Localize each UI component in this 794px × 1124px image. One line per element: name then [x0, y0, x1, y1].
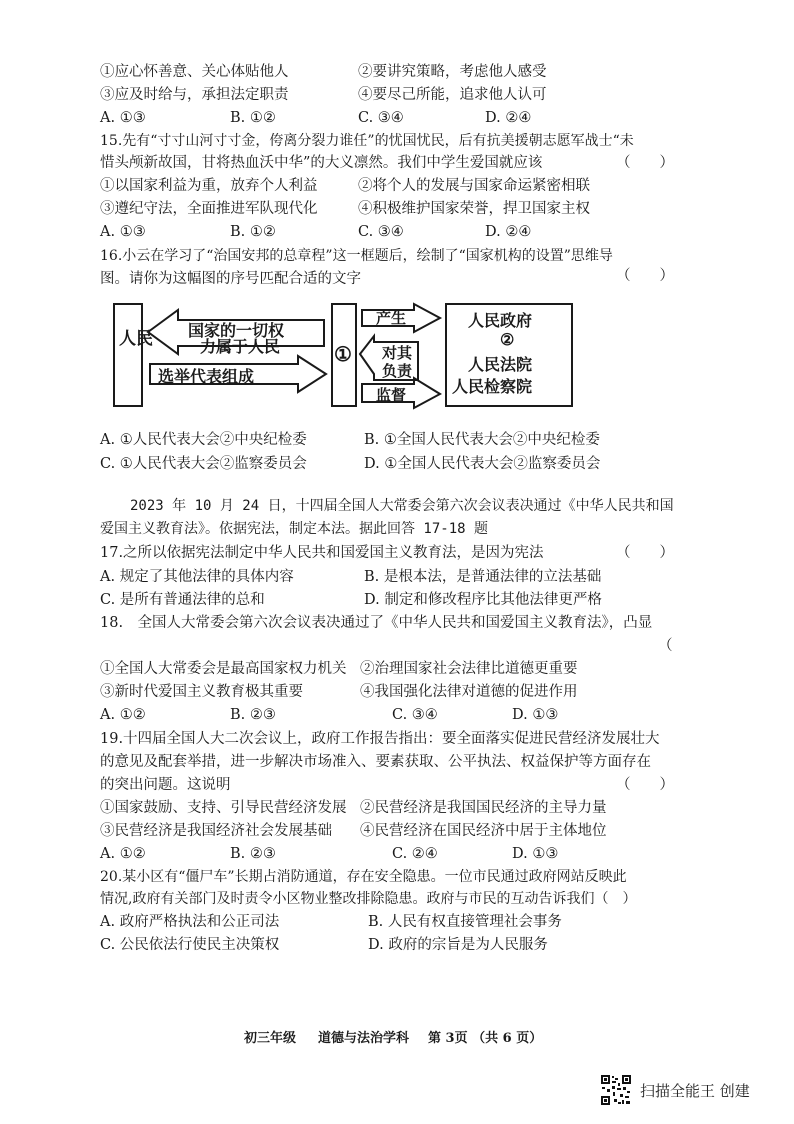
q20-choice-a: A. 政府严格执法和公正司法 — [100, 914, 280, 930]
q18-answer-paren: （ — [658, 638, 673, 654]
q20-choice-b: B. 人民有权直接管理社会事务 — [368, 914, 562, 930]
q16-stem-line1: 16.小云在学习了“治国安邦的总章程”这一框题后，绘制了“国家机构的设置”思维导 — [100, 248, 613, 264]
organ-2-label: ② — [500, 330, 515, 349]
q20-choice-c: C. 公民依法行使民主决策权 — [100, 937, 280, 953]
q19-stem-line2: 的意见及配套举措，进一步解决市场准入、要素获取、公平执法、权益保护等方面存在 — [100, 754, 651, 770]
power-label-2: 力属于人民 — [200, 337, 281, 356]
q19-choice-c: C. ②④ — [392, 846, 438, 862]
q19-choice-d: D. ①③ — [512, 846, 559, 862]
q15-option-2: ②将个人的发展与国家命运紧密相联 — [358, 178, 590, 194]
q18-option-4: ④我国强化法律对道德的促进作用 — [360, 684, 578, 700]
q16-answer-paren: （ ） — [616, 268, 674, 284]
q15-option-4: ④积极维护国家荣誉，捍卫国家主权 — [358, 201, 590, 217]
footer-grade: 初三年级 — [244, 1031, 297, 1046]
q15-option-3: ③遵纪守法，全面推进军队现代化 — [100, 201, 318, 217]
q14-option-1: ①应心怀善意、关心体贴他人 — [100, 64, 289, 80]
q20-choice-d: D. 政府的宗旨是为人民服务 — [368, 937, 548, 953]
q17-choice-a: A. 规定了其他法律的具体内容 — [100, 569, 294, 585]
q14-option-4: ④要尽己所能，追求他人认可 — [358, 87, 547, 103]
q14-choice-c: C. ③④ — [358, 110, 404, 126]
q14-choice-b: B. ①② — [230, 110, 276, 126]
q15-choice-d: D. ②④ — [485, 224, 532, 240]
q14-option-2: ②要讲究策略，考虑他人感受 — [358, 64, 547, 80]
q16-choice-d: D. ①全国人民代表大会②监察委员会 — [364, 456, 601, 472]
supervise-label: 监督 — [376, 386, 407, 404]
q18-option-2: ②治理国家社会法律比道德更重要 — [360, 661, 578, 677]
court-label: 人民法院 — [468, 355, 533, 374]
q18-stem: 18. 全国人大常委会第六次会议表决通过了《中华人民共和国爱国主义教育法》，凸显 — [100, 615, 653, 631]
q15-choice-b: B. ①② — [230, 224, 276, 240]
q19-choice-a: A. ①② — [100, 846, 146, 862]
government-label: 人民政府 — [468, 311, 533, 330]
q16-choice-c: C. ①人民代表大会②监察委员会 — [100, 456, 307, 472]
q18-choice-c: C. ③④ — [392, 707, 438, 723]
qr-code-icon — [600, 1074, 632, 1106]
q19-stem-line3: 的突出问题。这说明 — [100, 777, 231, 793]
q20-stem-line1: 20.某小区有“僵尸车”长期占消防通道，存在安全隐患。一位市民通过政府网站反映此 — [100, 869, 627, 885]
q15-choice-c: C. ③④ — [358, 224, 404, 240]
q16-choice-b: B. ①全国人民代表大会②中央纪检委 — [364, 432, 600, 448]
q17-choice-b: B. 是根本法，是普通法律的立法基础 — [364, 569, 602, 585]
material-line1: 2023 年 10 月 24 日，十四届全国人大常委会第六次会议表决通过《中华人民共和国 — [130, 498, 674, 514]
procuratorate-label: 人民检察院 — [452, 377, 533, 396]
organ-1-label: ① — [334, 342, 352, 366]
q17-choice-c: C. 是所有普通法律的总和 — [100, 592, 265, 608]
scanner-watermark: 扫描全能王 创建 — [640, 1082, 750, 1100]
q14-choice-d: D. ②④ — [485, 110, 532, 126]
q16-stem-line2: 图。请你为这幅图的序号匹配合适的文字 — [100, 271, 361, 287]
people-label: 人民 — [119, 329, 153, 349]
q15-answer-paren: （ ） — [616, 155, 674, 171]
responsible-label-2: 负责 — [382, 362, 413, 380]
responsible-label-1: 对其 — [382, 344, 413, 362]
q15-stem-line1: 15.先有“寸寸山河寸寸金，侉离分裂力谁任”的忧国忧民，后有抗美援朝志愿军战士“未 — [100, 133, 634, 149]
power-label-1: 国家的一切权 — [188, 321, 285, 340]
q19-choice-b: B. ②③ — [230, 846, 276, 862]
q18-choice-d: D. ①③ — [512, 707, 559, 723]
q17-choice-d: D. 制定和修改程序比其他法律更严格 — [364, 592, 602, 608]
q18-option-1: ①全国人大常委会是最高国家权力机关 — [100, 661, 347, 677]
q15-option-1: ①以国家利益为重，放弃个人利益 — [100, 178, 318, 194]
q17-answer-paren: （ ） — [616, 545, 674, 561]
q19-option-1: ①国家鼓励、支持、引导民营经济发展 — [100, 800, 347, 816]
q19-option-3: ③民营经济是我国经济社会发展基础 — [100, 823, 332, 839]
produce-label: 产生 — [376, 309, 407, 327]
q17-stem: 17.之所以依据宪法制定中华人民共和国爱国主义教育法，是因为宪法 — [100, 545, 544, 561]
q20-stem-line2: 情况,政府有关部门及时责令小区物业整改排除隐患。政府与市民的互动告诉我们（ ） — [100, 891, 637, 907]
footer-subject: 道德与法治学科 — [318, 1031, 410, 1046]
q18-choice-a: A. ①② — [100, 707, 146, 723]
q15-choice-a: A. ①③ — [100, 224, 146, 240]
footer-page-number: 第 3页 （共 6 页） — [428, 1031, 543, 1046]
q19-option-2: ②民营经济是我国国民经济的主导力量 — [360, 800, 607, 816]
q18-choice-b: B. ②③ — [230, 707, 276, 723]
state-organs-mind-map — [112, 298, 576, 412]
q19-option-4: ④民营经济在国民经济中居于主体地位 — [360, 823, 607, 839]
q18-option-3: ③新时代爱国主义教育极其重要 — [100, 684, 303, 700]
q19-answer-paren: （ ） — [616, 777, 674, 793]
people-box — [114, 304, 153, 406]
elect-label: 选举代表组成 — [158, 367, 255, 386]
q15-stem-line2: 惜头颅新故国，甘将热血沃中华”的大义凛然。我们中学生爱国就应该 — [100, 155, 543, 171]
material-line2: 爱国主义教育法》。依据宪法，制定本法。据此回答 17-18 题 — [100, 521, 488, 537]
q14-option-3: ③应及时给与，承担法定职责 — [100, 87, 289, 103]
q14-choice-a: A. ①③ — [100, 110, 146, 126]
q19-stem-line1: 19.十四届全国人大二次会议上，政府工作报告指出：要全面落实促进民营经济发展壮大 — [100, 731, 660, 747]
q16-choice-a: A. ①人民代表大会②中央纪检委 — [100, 432, 307, 448]
